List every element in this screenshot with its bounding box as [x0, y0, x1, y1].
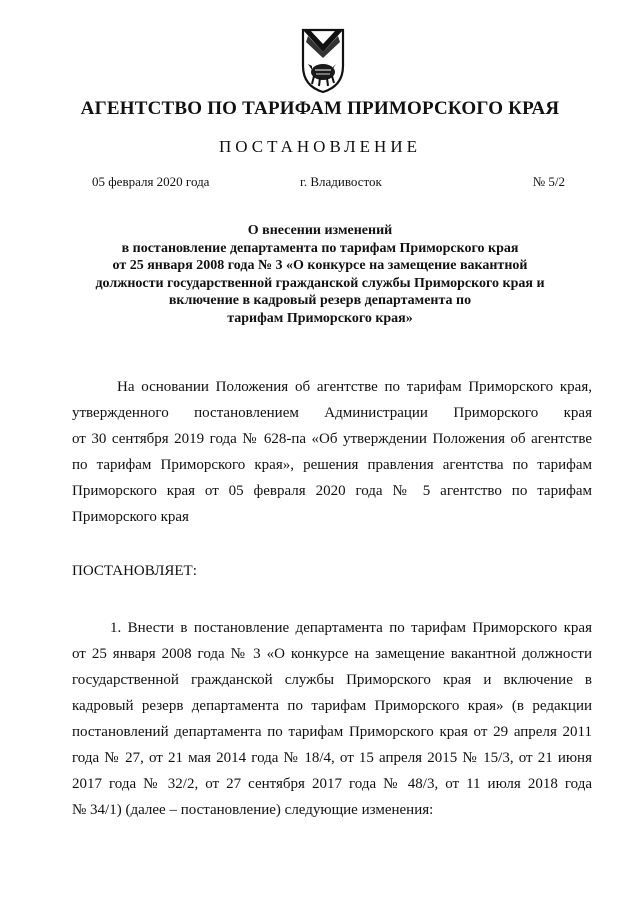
paragraph-line: года № 27, от 21 мая 2014 года № 18/4, от 15 апреля 2015 № 15/3, от 21 июня: [72, 750, 592, 766]
primorsky-krai-coat-of-arms-icon: [300, 28, 346, 94]
paragraph-line: утвержденного постановлением Администрации Приморского края: [72, 405, 592, 421]
agency-name: АГЕНТСТВО ПО ТАРИФАМ ПРИМОРСКОГО КРАЯ: [80, 98, 560, 119]
subject-line: в постановление департамента по тарифам Приморского края: [121, 240, 519, 256]
document-city: г. Владивосток: [300, 174, 382, 189]
subject-line: включение в кадровый резерв департамента по: [168, 293, 472, 309]
document-number: № 5/2: [532, 174, 565, 189]
paragraph-line: постановлений департамента по тарифам Приморского края от 29 апреля 2011: [72, 724, 592, 740]
preamble-paragraph: [72, 374, 592, 530]
subject-line: тарифам Приморского края»: [227, 310, 413, 326]
paragraph-line: 2017 года № 32/2, от 27 сентября 2017 года № 48/3, от 11 июля 2018 года: [72, 776, 592, 792]
document-subject: [60, 222, 580, 328]
document-type: ПОСТАНОВЛЕНИЕ: [218, 137, 421, 156]
subject-line: О внесении изменений: [247, 223, 393, 238]
document-date: 05 февраля 2020 года: [92, 174, 210, 189]
paragraph-line: На основании Положения об агентстве по тарифам Приморского края,: [117, 379, 592, 395]
subject-line: от 25 января 2008 года № 3 «О конкурсе на замещение вакантной: [112, 258, 528, 274]
item-1-paragraph: [72, 615, 592, 823]
paragraph-line: кадровый резерв департамента по тарифам Приморского края» (в редакции: [72, 698, 592, 714]
paragraph-line: Приморского края: [72, 509, 189, 525]
paragraph-line: от 25 января 2008 года № 3 «О конкурсе на замещение вакантной должности: [72, 646, 592, 662]
paragraph-line: 1. Внести в постановление департамента по тарифам Приморского края: [110, 620, 592, 636]
decree-word: ПОСТАНОВЛЯЕТ:: [72, 563, 197, 579]
paragraph-line: Приморского края от 05 февраля 2020 года № 5 агентство по тарифам: [72, 483, 592, 499]
paragraph-line: от 30 сентября 2019 года № 628-па «Об утверждении Положения об агентстве: [72, 431, 592, 447]
paragraph-line: государственной гражданской службы Приморского края и включение в: [72, 672, 592, 688]
subject-line: должности государственной гражданской службы Приморского края и: [95, 275, 545, 291]
paragraph-line: по тарифам Приморского края», решения правления агентства по тарифам: [72, 457, 592, 473]
paragraph-line: № 34/1) (далее – постановление) следующие изменения:: [72, 802, 434, 818]
